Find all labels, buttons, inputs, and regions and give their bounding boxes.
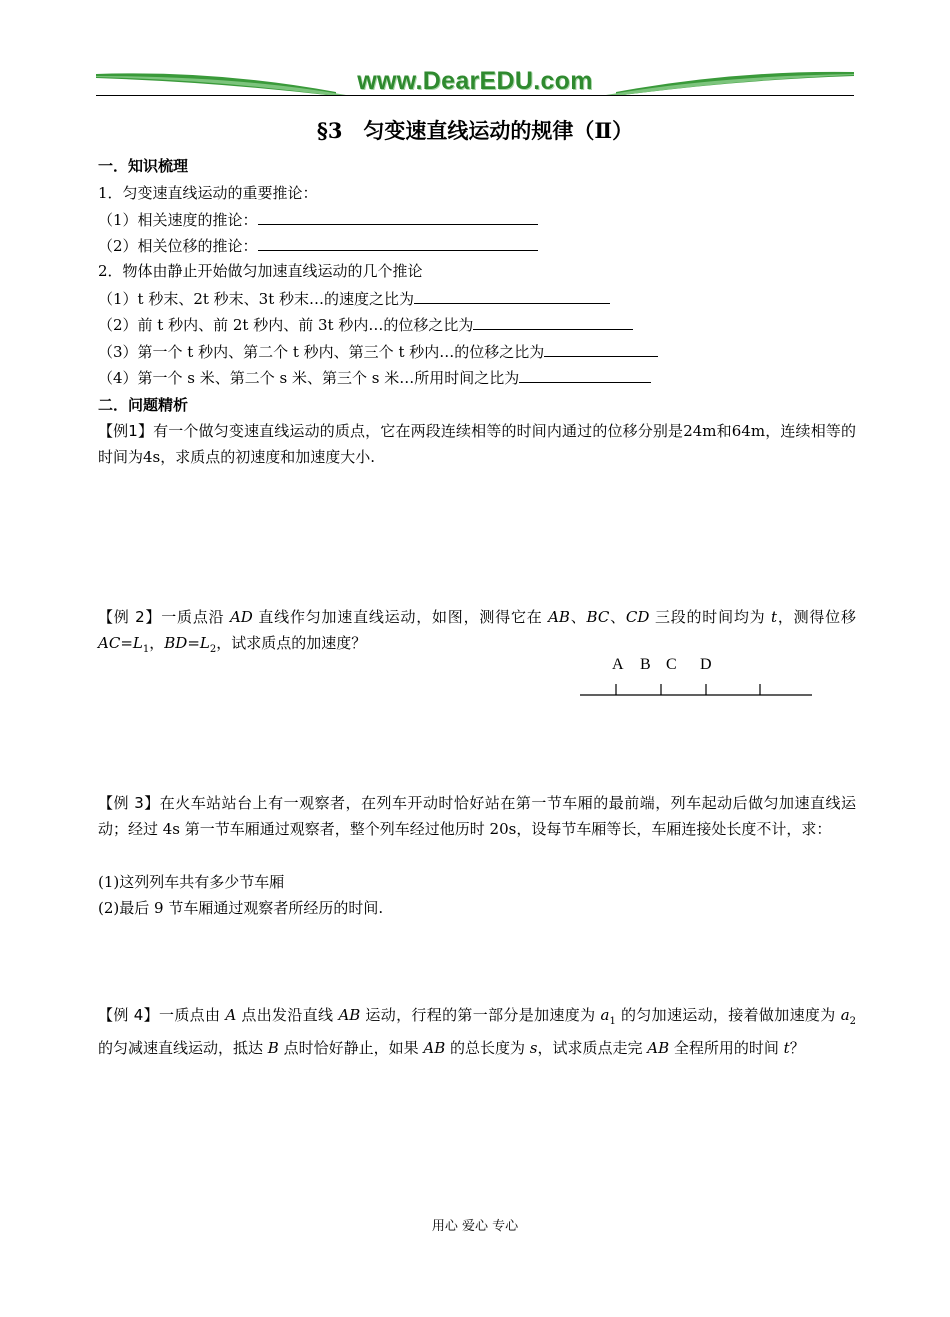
segment-line-diagram	[578, 680, 818, 698]
header-divider	[96, 95, 854, 96]
example-4-text: 的匀加速运动，接着做加速度为	[615, 1006, 841, 1024]
example-4-text: 一质点由	[158, 1006, 226, 1024]
variable-l2: L	[199, 634, 210, 652]
answer-blank[interactable]	[414, 288, 610, 304]
knowledge-item-2-1	[98, 288, 610, 309]
segment-cd: CD	[625, 608, 650, 626]
subscript: 1	[142, 644, 150, 655]
segment-ab: AB	[647, 1039, 670, 1057]
example-2-text: 直线作匀加速直线运动，如图，测得它在	[252, 608, 549, 626]
example-4-text: 全程所用的时间	[669, 1039, 784, 1057]
example-4-text: 运动，行程的第一部分是加速度为	[360, 1006, 601, 1024]
example-3-question-2: (2)最后 9 节车厢通过观察者所经历的时间.	[98, 899, 384, 917]
knowledge-item-2-2-label: （2）前 t 秒内、前 2t 秒内、前 3t 秒内…的位移之比为	[98, 316, 474, 334]
point-a: A	[225, 1006, 237, 1024]
point-label-c: C	[666, 656, 677, 673]
example-2-text: ，	[149, 634, 165, 652]
knowledge-item-1-2	[98, 235, 538, 256]
example-4-text: 的匀减速直线运动，抵达	[98, 1039, 268, 1057]
segment-ad: AD	[229, 608, 253, 626]
example-3-question-1: (1)这列列车共有多少节车厢	[98, 873, 285, 891]
example-4-text: ？	[789, 1039, 805, 1057]
segment-bd: BD	[164, 634, 188, 652]
subscript: 2	[849, 1016, 857, 1027]
point-label-a: A	[612, 656, 624, 673]
variable-a2: a	[840, 1006, 850, 1024]
variable-t: t	[771, 608, 778, 626]
example-4-tag: 【例 4】	[98, 1006, 159, 1024]
knowledge-item-1-1	[98, 209, 538, 230]
knowledge-item-1: 1．匀变速直线运动的重要推论：	[98, 184, 318, 202]
knowledge-item-2-4-label: （4）第一个 s 米、第二个 s 米、第三个 s 米…所用时间之比为	[98, 369, 520, 387]
example-4-text: 的总长度为	[445, 1039, 530, 1057]
section-heading-knowledge: 一．知识梳理	[98, 157, 189, 175]
knowledge-item-2-4	[98, 367, 651, 388]
knowledge-item-2: 2．物体由静止开始做匀加速直线运动的几个推论	[98, 262, 423, 280]
knowledge-item-2-2	[98, 314, 633, 335]
site-logo-text: www.DearEDU.com	[357, 67, 593, 95]
example-4-text: 点出发沿直线	[236, 1006, 339, 1024]
example-2-text: 三段的时间均为	[649, 608, 771, 626]
answer-blank[interactable]	[519, 367, 651, 383]
segment-ab: AB	[423, 1039, 446, 1057]
example-4-text: 点时恰好静止，如果	[278, 1039, 424, 1057]
page-title: §3 匀变速直线运动的规律（Ⅱ）	[316, 118, 634, 143]
example-2-text: =	[120, 634, 133, 652]
variable-s: s	[529, 1039, 538, 1057]
example-2	[98, 604, 856, 663]
answer-blank[interactable]	[258, 209, 538, 225]
example-3-text: 在火车站站台上有一观察者，在列车开动时恰好站在第一节车厢的最前端，列车起动后做匀加速直线运动；经过 4s 第一节车厢通过观察者，整个列车经过他历时 20s，设每节车厢等长，车厢连接处长度不计，求：	[98, 794, 856, 838]
subscript: 2	[209, 644, 217, 655]
segment-bc: BC	[586, 608, 610, 626]
subscript: 1	[609, 1016, 616, 1027]
example-2-text: 、	[609, 608, 626, 626]
example-2-tag: 【例 2】	[98, 608, 162, 626]
example-3	[98, 790, 856, 842]
segment-ab: AB	[548, 608, 570, 626]
segment-ab: AB	[338, 1006, 361, 1024]
knowledge-item-2-3-label: （3）第一个 t 秒内、第二个 t 秒内、第三个 t 秒内…的位移之比为	[98, 343, 545, 361]
variable-t: t	[783, 1039, 790, 1057]
example-4-text: ，试求质点走完	[537, 1039, 648, 1057]
example-2-figure	[578, 656, 818, 704]
answer-blank[interactable]	[258, 235, 538, 251]
answer-blank[interactable]	[544, 341, 658, 357]
example-2-text: 、	[569, 608, 587, 626]
knowledge-item-1-1-label: （1）相关速度的推论：	[98, 211, 258, 229]
knowledge-item-2-3	[98, 341, 658, 362]
page-footer: 用心 爱心 专心	[431, 1219, 519, 1234]
example-2-text: ，测得位移	[777, 608, 856, 626]
point-b: B	[267, 1039, 279, 1057]
point-label-d: D	[700, 656, 712, 673]
example-3-tag: 【例 3】	[98, 794, 160, 812]
variable-a1: a	[600, 1006, 610, 1024]
answer-blank[interactable]	[473, 314, 633, 330]
example-2-text: ，试求质点的加速度？	[216, 634, 367, 652]
point-label-b: B	[640, 656, 651, 673]
segment-ac: AC	[98, 634, 121, 652]
example-2-text: 一质点沿	[161, 608, 230, 626]
example-1-text: 有一个做匀变速直线运动的质点，它在两段连续相等的时间内通过的位移分别是24m和64m，连续相等的时间为4s，求质点的初速度和加速度大小.	[98, 422, 856, 466]
example-1-tag: 【例1】	[98, 422, 154, 440]
variable-l1: L	[132, 634, 143, 652]
example-4	[98, 1002, 856, 1061]
example-1	[98, 418, 856, 470]
section-heading-problems: 二．问题精析	[98, 396, 189, 414]
example-2-text: =	[187, 634, 200, 652]
knowledge-item-1-2-label: （2）相关位移的推论：	[98, 237, 258, 255]
knowledge-item-2-1-label: （1）t 秒末、2t 秒末、3t 秒末…的速度之比为	[98, 290, 415, 308]
